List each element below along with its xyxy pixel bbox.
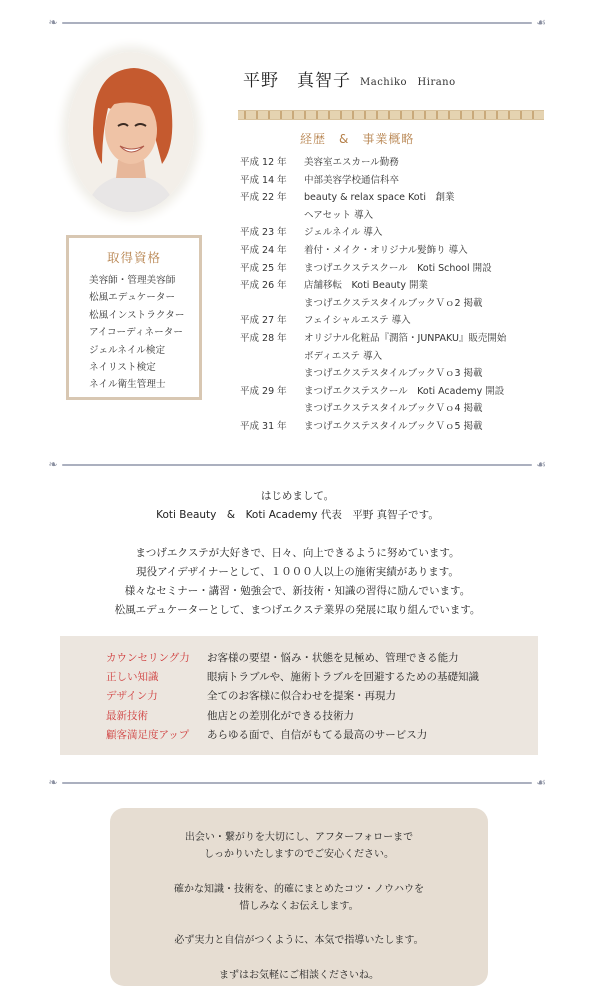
qualification-item: 松風エデュケーター: [89, 292, 176, 304]
history-year: [240, 295, 304, 313]
history-row: [240, 207, 506, 225]
ornamental-divider-middle: [46, 458, 548, 472]
message-line: 出会い・繋がりを大切にし、アフターフォローまで: [184, 832, 414, 843]
history-year: 平成 27 年: [240, 315, 287, 327]
skill-row: [106, 688, 479, 707]
message-line: まずはお気軽にご相談くださいね。: [219, 969, 379, 981]
history-row: [240, 260, 506, 278]
history-event: オリジナル化粧品『潤箔・JUNPAKU』販売開始: [304, 332, 507, 344]
history-event: まつげエクステスクール Koti Academy 開設: [304, 385, 505, 397]
ornament-icon: ❧: [48, 776, 58, 789]
history-row: [240, 383, 506, 401]
message-box: [110, 808, 488, 986]
skill-name: 顧客満足度アップ: [106, 728, 190, 741]
skill-name: 最新技術: [106, 709, 148, 722]
history-year: [240, 207, 304, 225]
divider-line: [62, 782, 532, 784]
history-row: [240, 400, 506, 418]
history-list: [240, 154, 506, 436]
introduction-text: [0, 488, 595, 621]
ornament-icon: ❧: [48, 458, 58, 471]
intro-line: はじめまして。: [260, 490, 335, 502]
history-row: [240, 418, 506, 436]
history-event: ボディエステ 導入: [304, 350, 383, 362]
history-year: 平成 23 年: [240, 227, 287, 239]
skill-description: 他店との差別化ができる技術力: [207, 709, 354, 722]
history-year: 平成 28 年: [240, 332, 287, 344]
skill-description: お客様の要望・悩み・状態を見極め、管理できる能力: [207, 652, 459, 664]
message-line: [110, 948, 488, 965]
message-lines: [110, 808, 488, 981]
qualification-item: 松風インストラクター: [89, 309, 185, 321]
history-event: まつげエクステスタイルブックＶｏ2 掲載: [304, 297, 483, 309]
history-event: 中部美容学校通信科卒: [304, 174, 400, 186]
history-row: [240, 172, 506, 190]
history-year: 平成 22 年: [240, 192, 287, 204]
history-event: beauty & relax space Koti 創業: [304, 192, 455, 204]
qualification-item: アイコーディネーター: [89, 327, 183, 339]
skill-name: 正しい知識: [106, 671, 159, 684]
history-row: [240, 224, 506, 242]
ornament-icon: ☙: [536, 16, 546, 29]
history-heading: 経歴 & 事業概略: [300, 132, 415, 146]
intro-line: まつげエクステが大好きで、日々、向上できるように努めています。: [135, 547, 460, 559]
message-line: 必ず実力と自信がつくように、本気で指導いたします。: [174, 935, 424, 947]
intro-line: 様々なセミナー・講習・勉強会で、新技術・知識の習得に励んでいます。: [124, 585, 471, 597]
skill-row: [106, 727, 479, 746]
ornamental-divider-top: [46, 16, 548, 30]
ornament-icon: ☙: [536, 776, 546, 789]
history-year: 平成 25 年: [240, 262, 287, 274]
profile-name-en: Machiko Hirano: [360, 77, 456, 88]
history-row: [240, 365, 506, 383]
history-year: 平成 31 年: [240, 420, 287, 432]
skill-description: あらゆる面で、自信がもてる最高のサービス力: [207, 728, 428, 741]
ornament-icon: ☙: [536, 458, 546, 471]
history-year: [240, 365, 304, 383]
message-line: [110, 914, 488, 931]
history-event: まつげエクステスタイルブックＶｏ4 掲載: [304, 403, 483, 415]
skill-name: カウンセリング力: [106, 652, 190, 664]
history-row: [240, 348, 506, 366]
history-year: 平成 12 年: [240, 157, 287, 168]
history-year: 平成 29 年: [240, 385, 287, 397]
history-year: [240, 400, 304, 418]
message-line: [110, 862, 488, 879]
skill-description: 全てのお客様に似合わせを提案・再現力: [207, 690, 396, 703]
qualification-item: ネイル衛生管理士: [89, 379, 166, 391]
ornament-icon: ❧: [48, 16, 58, 29]
skill-row: [106, 708, 479, 727]
history-year: 平成 24 年: [240, 244, 287, 256]
history-event: まつげエクステスクール Koti School 開設: [304, 262, 492, 274]
divider-line: [62, 464, 532, 466]
qualifications-heading: 取得資格: [106, 250, 161, 265]
intro-line: 松風エデュケーターとして、まつげエクステ業界の発展に取り組んでいます。: [114, 604, 481, 616]
name-ornamental-rule: [238, 110, 544, 120]
history-row: [240, 312, 506, 330]
skill-description: 眼病トラブルや、施術トラブルを回避するための基礎知識: [207, 671, 479, 684]
skill-row: [106, 669, 479, 688]
history-year: [240, 348, 304, 366]
history-event: まつげエクステスタイルブックＶｏ3 掲載: [304, 368, 483, 380]
intro-line: 現役アイデザイナーとして、１０００人以上の施術実績があります。: [136, 566, 459, 578]
qualification-item: 美容師・管理美容師: [89, 275, 176, 286]
skill-name: デザイン力: [106, 690, 158, 703]
ornamental-divider-bottom: [46, 776, 548, 790]
qualifications-list: [89, 272, 199, 394]
history-row: [240, 330, 506, 348]
message-line: 惜しみなくお伝えします。: [239, 900, 359, 912]
message-line: しっかりいたしますのでご安心ください。: [204, 849, 394, 861]
history-row: [240, 154, 506, 172]
skills-list: [106, 650, 479, 746]
history-event: フェイシャルエステ 導入: [304, 315, 411, 327]
profile-photo: [68, 52, 194, 212]
history-event: 美容室エスカール勤務: [304, 157, 399, 168]
intro-line: [0, 526, 595, 545]
qualification-item: ジェルネイル検定: [89, 344, 166, 356]
qualification-item: ネイリスト検定: [89, 361, 156, 373]
history-year: 平成 26 年: [240, 280, 287, 292]
history-event: 店舗移転 Koti Beauty 開業: [304, 280, 429, 292]
skill-row: [106, 650, 479, 669]
history-event: ヘアセット 導入: [304, 209, 374, 221]
message-line: 確かな知識・技術を、的確にまとめたコツ・ノウハウを: [174, 883, 424, 895]
history-year: 平成 14 年: [240, 174, 287, 186]
skills-panel: [60, 636, 538, 755]
qualifications-box: [66, 235, 202, 400]
history-event: 着付・メイク・オリジナル髪飾り 導入: [304, 244, 468, 256]
history-event: ジェルネイル 導入: [304, 227, 383, 239]
history-event: まつげエクステスタイルブックＶｏ5 掲載: [304, 420, 483, 432]
divider-line: [62, 22, 532, 24]
profile-name-ja: 平野 真智子: [243, 71, 351, 91]
intro-line: Koti Beauty & Koti Academy 代表 平野 真智子です。: [156, 509, 439, 521]
history-row: [240, 189, 506, 207]
history-row: [240, 277, 506, 295]
history-row: [240, 242, 506, 260]
history-row: [240, 295, 506, 313]
portrait-illustration: [68, 52, 194, 212]
